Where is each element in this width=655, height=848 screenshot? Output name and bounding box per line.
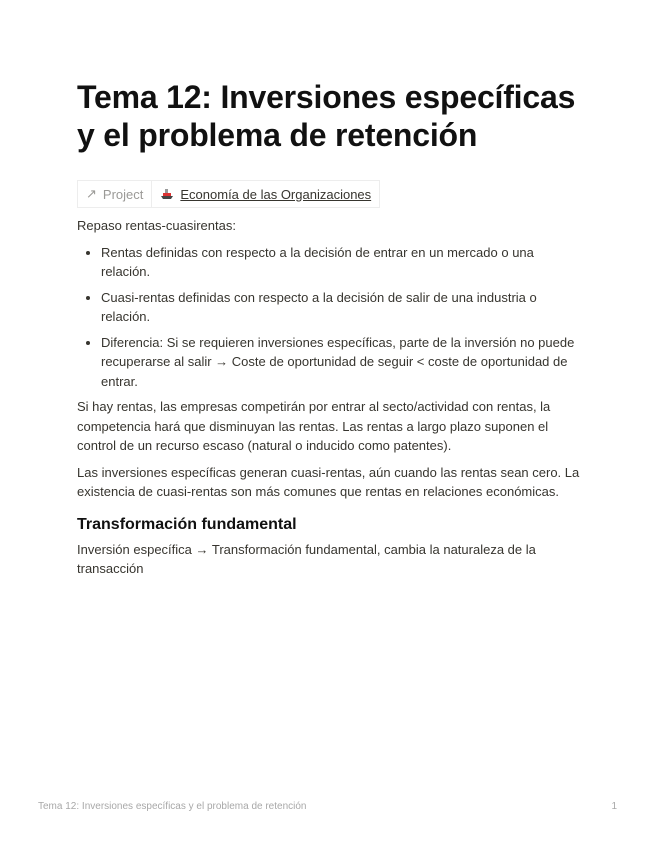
- property-label: Project: [102, 186, 144, 202]
- paragraph: Inversión específica → Transformación fundamental, cambia la naturaleza de la transacción: [77, 541, 536, 576]
- page-title: Tema 12: Inversiones específicas y el problema de retención: [77, 79, 576, 153]
- section-heading: Transformación fundamental: [77, 515, 297, 533]
- footer-title: Tema 12: Inversiones específicas y el problema de retención: [38, 801, 307, 812]
- page-number: 1: [611, 801, 617, 812]
- ship-icon: [160, 187, 174, 201]
- paragraph: Las inversiones específicas generan cuasi-rentas, aún cuando las rentas sean cero. La existencia de cuasi-rentas son más comunes que rentas en relaciones económicas.: [77, 464, 580, 499]
- intro-text: Repaso rentas-cuasirentas:: [77, 218, 236, 233]
- list-item: • Diferencia: Si se requieren inversiones específicas, parte de la inversión no puede recuperarse al salir → Coste de oportunidad de seguir < coste de oportunidad de entrar.: [101, 333, 582, 392]
- bullet-list: [77, 243, 582, 392]
- paragraph: Si hay rentas, las empresas competirán por entrar al secto/actividad con rentas, la competencia hará que disminuyan las rentas. Las rentas a largo plazo suponen el control de un recurso escaso (natural o inducido como patentes).: [77, 399, 551, 453]
- list-item: • Rentas definidas con respecto a la decisión de entrar en un mercado o una relación.: [101, 243, 582, 282]
- page-content: [77, 78, 582, 586]
- arrow-up-right-icon: ↗: [86, 186, 97, 201]
- list-item: • Cuasi-rentas definidas con respecto a la decisión de salir de una industria o relación.: [101, 288, 582, 327]
- project-link[interactable]: Economía de las Organizaciones: [180, 186, 372, 202]
- property-row: [77, 180, 380, 208]
- property-name: [78, 181, 152, 207]
- property-value: [152, 181, 379, 207]
- page-footer: [38, 801, 617, 812]
